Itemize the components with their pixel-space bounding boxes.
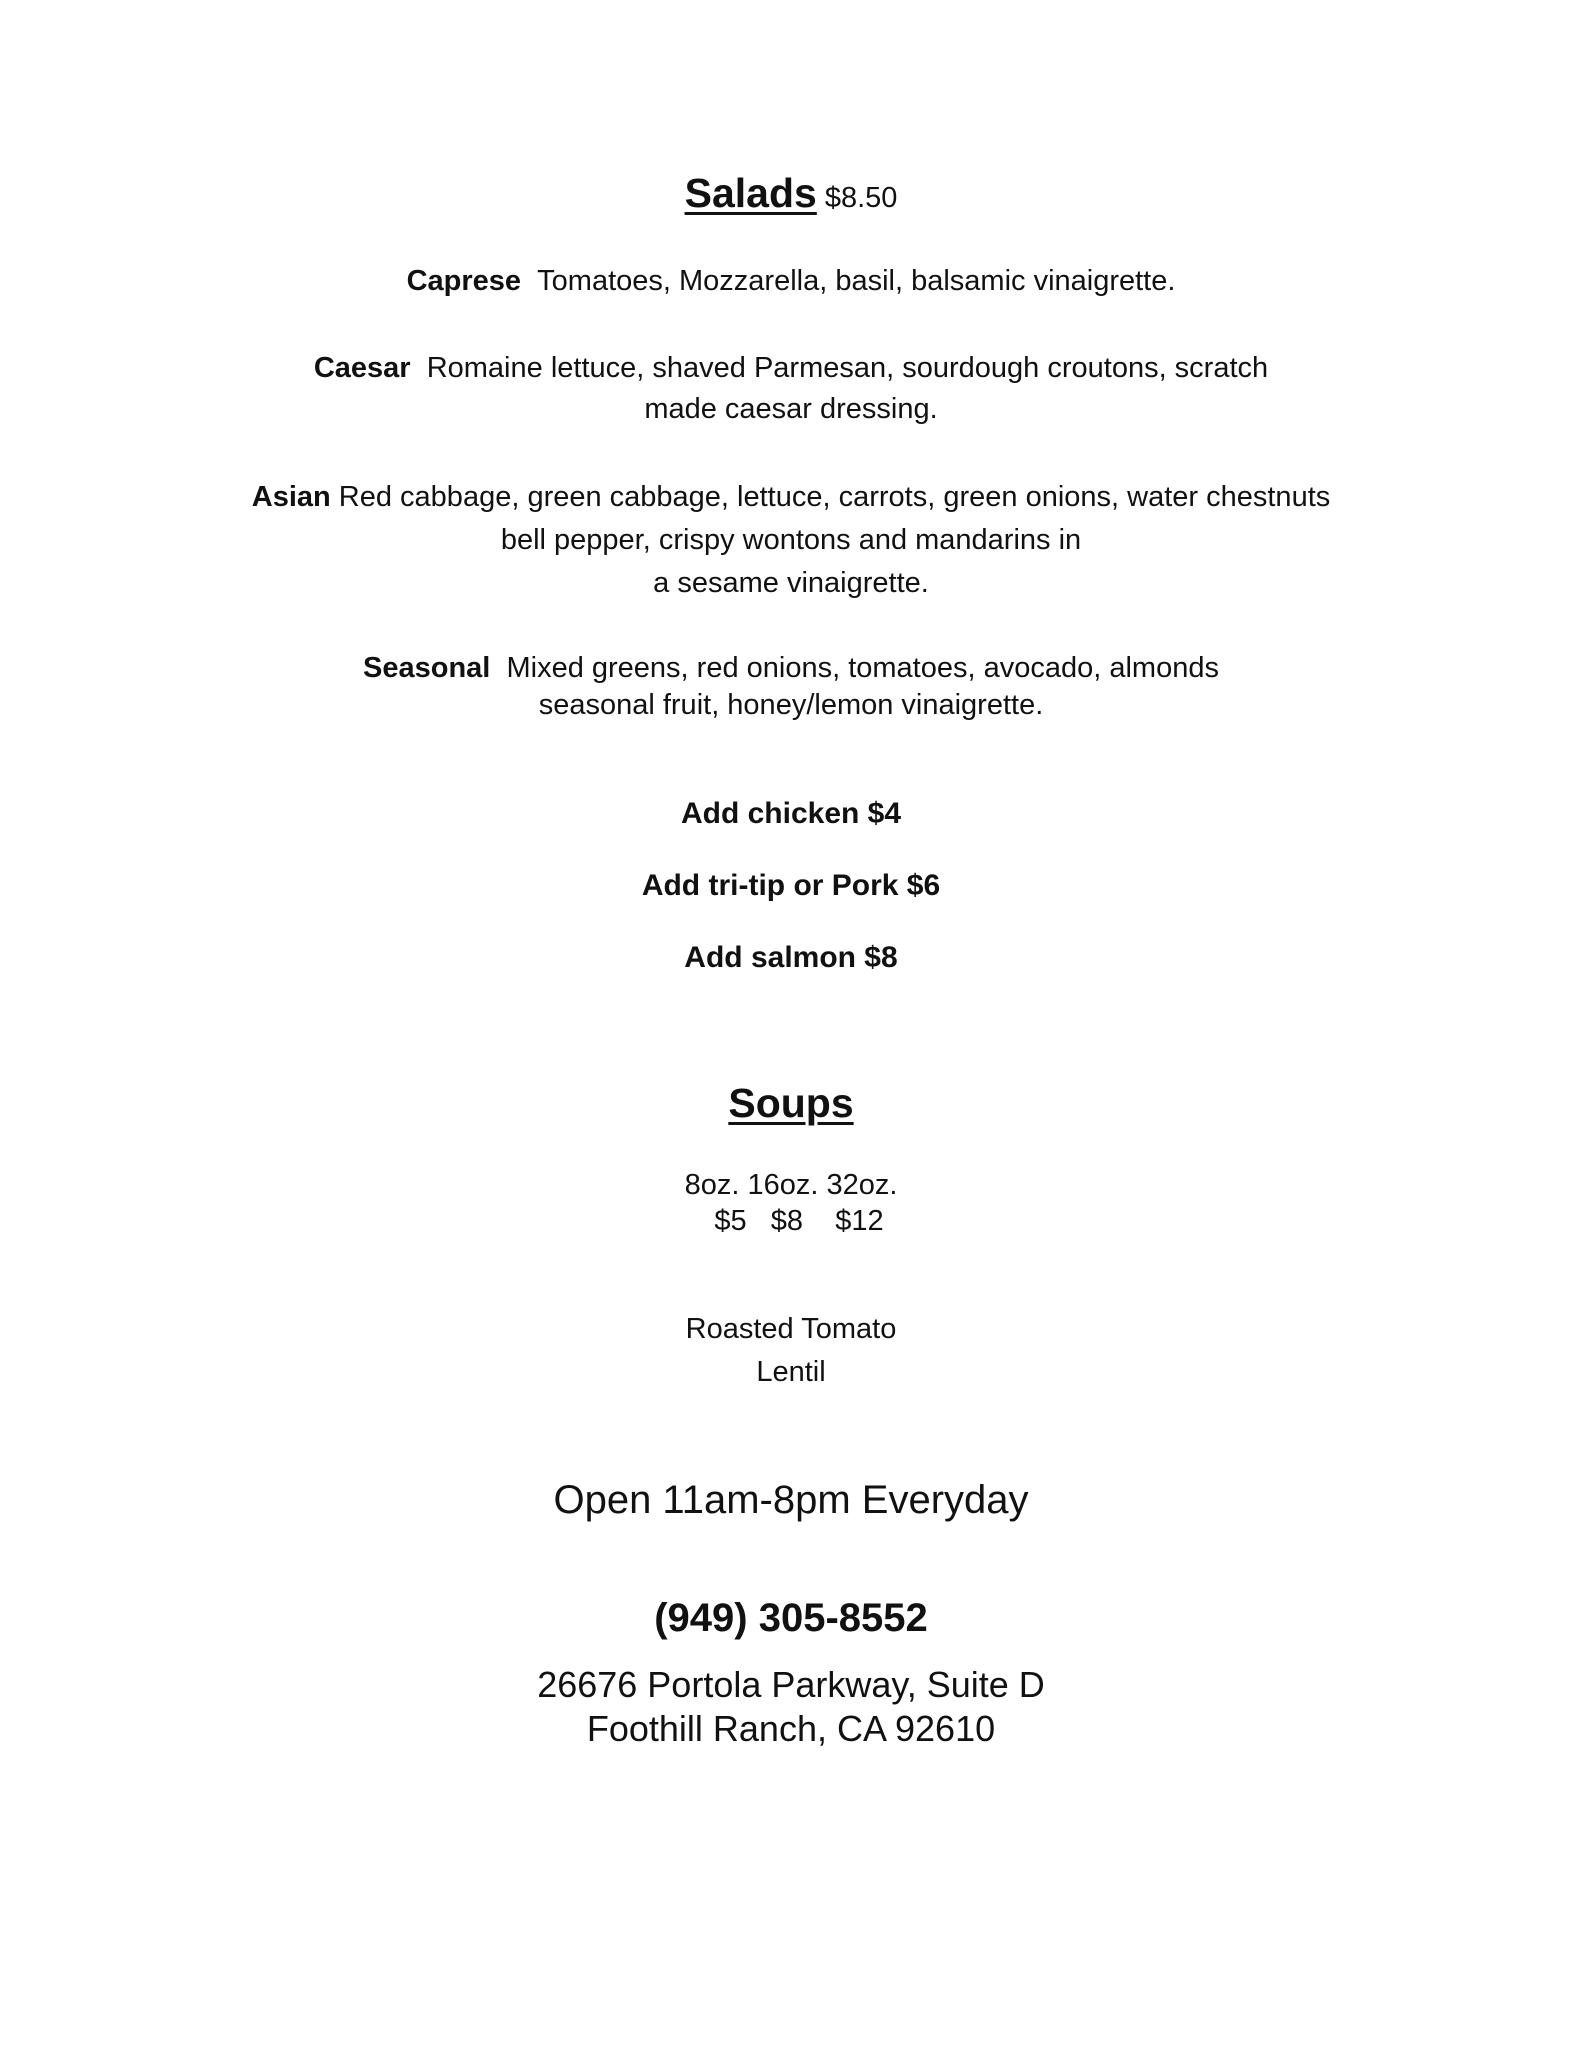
- salad-item-caprese: [0, 265, 1582, 298]
- salad-description-continued: seasonal fruit, honey/lemon vinaigrette.: [538, 689, 1044, 721]
- salad-item-asian: [0, 481, 1582, 514]
- salad-name: Caesar: [313, 352, 411, 384]
- salad-name: Seasonal: [363, 652, 491, 684]
- opening-hours: Open 11am-8pm Everyday: [553, 1478, 1029, 1522]
- salad-description: Red cabbage, green cabbage, lettuce, carrots, green onions, water chestnuts: [338, 481, 1331, 513]
- addon-salmon: Add salmon $8: [684, 941, 898, 974]
- soup-item-lentil: Lentil: [756, 1356, 826, 1388]
- soup-price: $8: [770, 1205, 804, 1237]
- salad-item-seasonal: [0, 652, 1582, 685]
- soup-price: $5: [714, 1205, 747, 1237]
- salad-description-continued: made caesar dressing.: [644, 393, 938, 425]
- soup-prices: [0, 1205, 1582, 1238]
- salad-description-continued: a sesame vinaigrette.: [653, 567, 929, 599]
- soups-title: Soups: [728, 1080, 854, 1126]
- salad-description-continued: bell pepper, crispy wontons and mandarins in: [500, 524, 1082, 556]
- address-line-2: Foothill Ranch, CA 92610: [586, 1708, 996, 1749]
- salads-heading: [0, 170, 1582, 217]
- soups-heading: [0, 1080, 1582, 1127]
- soup-size: 8oz.: [684, 1169, 740, 1201]
- salad-name: Caprese: [406, 265, 522, 297]
- address-line-1: 26676 Portola Parkway, Suite D: [537, 1664, 1045, 1705]
- salads-price: $8.50: [824, 182, 898, 214]
- soup-sizes: [0, 1169, 1582, 1202]
- salad-description: Mixed greens, red onions, tomatoes, avocado, almonds: [506, 652, 1219, 684]
- salad-item-caesar: [0, 352, 1582, 385]
- soup-size: 32oz.: [826, 1169, 898, 1201]
- salad-description: Tomatoes, Mozzarella, basil, balsamic vinaigrette.: [537, 265, 1176, 297]
- salads-title: Salads: [684, 170, 817, 216]
- addon-chicken: Add chicken $4: [680, 797, 902, 830]
- soup-item-roasted-tomato: Roasted Tomato: [685, 1313, 897, 1345]
- soup-size: 16oz.: [747, 1169, 819, 1201]
- phone-number: (949) 305-8552: [654, 1596, 928, 1640]
- salad-description: Romaine lettuce, shaved Parmesan, sourdough croutons, scratch: [426, 352, 1269, 384]
- addon-tri-tip-pork: Add tri-tip or Pork $6: [641, 869, 941, 902]
- soup-price: $12: [835, 1205, 884, 1237]
- salad-name: Asian: [251, 481, 331, 513]
